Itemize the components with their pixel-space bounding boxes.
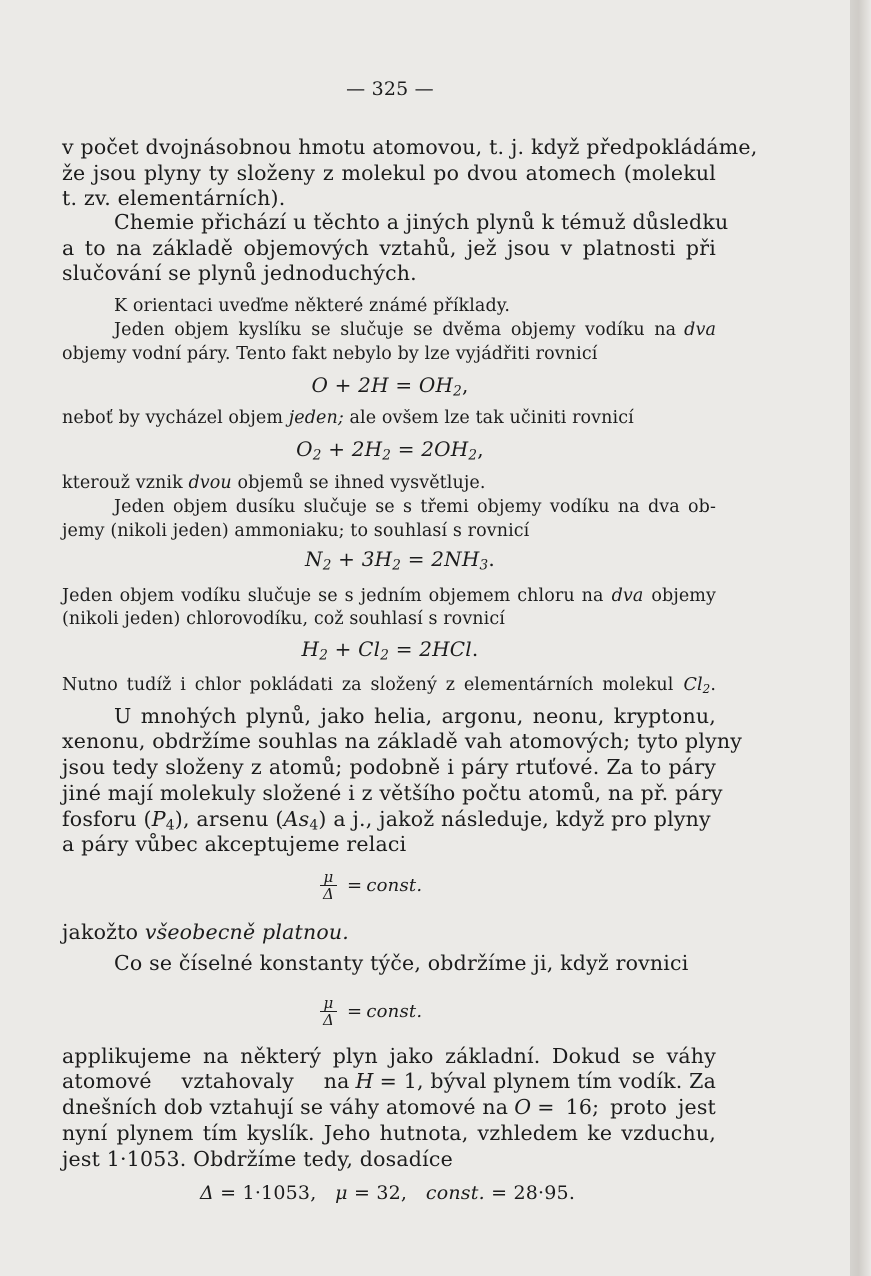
fraction [320,995,337,1028]
eq-value: = 32, [353,1182,408,1204]
eq-sub: 3 [479,557,489,574]
formula-term: H [355,1069,374,1093]
eq-term: 3H [361,547,393,571]
eq-term: O [296,437,313,461]
eq-op: + [328,437,346,461]
eq-op: = [395,373,413,397]
text-span: neboť by vycházel objem [62,408,284,428]
eq-op: = [347,1000,363,1022]
eq-punct: . [471,637,479,661]
eq-op: = [347,874,363,896]
text-span: jakožto [62,920,139,944]
final-equation [200,1180,600,1206]
text-span: fosforu ( [62,807,152,831]
text-span: Jeden objem vodíku slučuje se s jedním objemem chloru na [62,586,604,606]
eq-term: const. [366,1000,423,1022]
eq-op: = [395,637,413,661]
text-span: . [710,675,716,695]
text-line: (nikoli jeden) chlorovodíku, což souhlasí s rovnicí [62,609,505,629]
page-number: — 325 — [346,78,434,100]
text-line [62,1068,716,1094]
eq-op: = [397,437,415,461]
text-span: dnešních dob vztahují se váhy atomové na [62,1095,509,1119]
text-line [62,405,716,431]
eq-term: 2H [351,437,383,461]
eq-sub: 2 [312,447,322,464]
formula-sub: 4 [309,817,319,834]
text-line: xenonu, obdržíme souhlas na základě vah atomových; tyto plyny [62,729,743,753]
eq-punct: , [477,437,484,461]
formula-sub: 4 [165,817,175,834]
text-line [62,806,716,832]
fraction-numerator: μ [323,868,334,886]
text-span: Jeden objem kyslíku se slučuje se dvěma objemy vodíku na [114,320,677,340]
eq-sub: 2 [319,647,329,664]
fraction-denominator: Δ [320,1011,337,1028]
formula-sub: 2 [702,681,711,696]
text-line: applikujeme na některý plyn jako základní. Dokud se váhy [62,1044,716,1068]
page-edge [850,0,871,1276]
equation-1 [240,372,540,398]
formula-term: Cl [683,675,703,695]
eq-sub: 2 [322,557,332,574]
text-line: Co se číselné konstanty týče, obdržíme ji, když rovnici [114,951,689,975]
text-span: dva [684,320,716,340]
eq-sub: 2 [392,557,402,574]
text-line: t. zv. elementárních). [62,186,286,210]
fraction-numerator: μ [323,994,334,1012]
equation-fraction-1 [320,862,520,902]
eq-sub: 2 [382,447,392,464]
equation-fraction-2 [320,988,520,1028]
text-line: jiné mají molekuly složené i z většího počtu atomů, na př. páry [62,781,723,805]
text-line [62,919,716,945]
formula-term: P [151,807,166,831]
text-span: ) a j., jakož následuje, když pro plyny [318,807,711,831]
equation-2 [260,436,520,462]
eq-op: = [407,547,425,571]
eq-term: 2NH [431,547,480,571]
fraction [320,869,337,902]
text-line: nyní plynem tím kyslík. Jeho hutnota, vzhledem ke vzduchu, [62,1121,716,1145]
eq-term: Δ [200,1182,214,1204]
text-span: Nutno tudíž i chlor pokládati za složený z elementárních molekul [62,675,674,695]
eq-term: N [305,547,323,571]
equation-3 [270,546,530,572]
eq-punct: , [461,373,469,397]
eq-value: = 28·95. [491,1182,576,1204]
text-line: v počet dvojnásobnou hmotu atomovou, t. j. když předpokládáme, [62,135,758,159]
text-span: objemy [651,586,716,606]
eq-op: + [334,637,352,661]
eq-term: Cl [358,637,381,661]
eq-term: 2HCl [419,637,472,661]
text-span: kterouž vznik [62,473,183,493]
eq-term: OH [418,373,454,397]
text-line: slučování se plynů jednoduchých. [62,261,417,285]
text-line: jest 1·1053. Obdržíme tedy, dosadíce [62,1147,453,1171]
text-line: K orientaci uveďme některé známé příklady. [114,296,511,316]
eq-term: const. [366,874,423,896]
text-line: Jeden objem dusíku slučuje se s třemi objemy vodíku na dva ob- [114,497,716,517]
text-line: Chemie přichází u těchto a jiných plynů k témuž důsledku [114,210,729,234]
eq-op: + [338,547,356,571]
eq-term: μ [335,1182,348,1204]
text-span: jeden; [288,408,344,428]
text-line: a to na základě objemových vztahů, jež jsou v platnosti při [62,236,716,260]
eq-term: H [301,637,320,661]
text-span: = 1, býval plynem tím vodík. Za [379,1069,716,1093]
eq-sub: 2 [453,383,462,400]
eq-op: + [334,373,352,397]
equation-4 [280,636,500,662]
text-line [114,317,716,343]
text-line: a páry vůbec akceptujeme relaci [62,832,407,856]
text-span: dva [611,586,644,606]
text-line: že jsou plyny ty složeny z molekul po dvou atomech (molekul [62,161,716,185]
eq-term: const. [425,1182,485,1204]
formula-term: As [283,807,310,831]
eq-term: 2OH [421,437,469,461]
text-line [62,470,716,496]
text-span: všeobecně platnou. [144,920,350,944]
text-line: objemy vodní páry. Tento fakt nebylo by lze vyjádřiti rovnicí [62,344,598,364]
text-line: jemy (nikoli jeden) ammoniaku; to souhlasí s rovnicí [62,521,530,541]
text-span: = 16; proto jest [537,1095,716,1119]
text-span: ale ovšem lze tak učiniti rovnicí [349,408,634,428]
formula [683,672,710,698]
text-line: U mnohých plynů, jako helia, argonu, neonu, kryptonu, [114,704,716,728]
text-span: atomové vztahovaly na [62,1069,350,1093]
text-span: ), arsenu ( [174,807,284,831]
formula-term: O [514,1095,532,1119]
text-span: dvou [188,473,232,493]
text-line [62,1094,716,1120]
eq-punct: . [488,547,495,571]
eq-sub: 2 [468,447,478,464]
eq-term: 2H [358,373,389,397]
eq-sub: 2 [380,647,390,664]
text-line [62,672,716,698]
eq-term: O [311,373,329,397]
eq-value: = 1·1053, [220,1182,317,1204]
text-span: objemů se ihned vysvětluje. [237,473,486,493]
text-line: jsou tedy složeny z atomů; podobně i páry rtuťové. Za to páry [62,755,716,779]
fraction-denominator: Δ [320,885,337,902]
